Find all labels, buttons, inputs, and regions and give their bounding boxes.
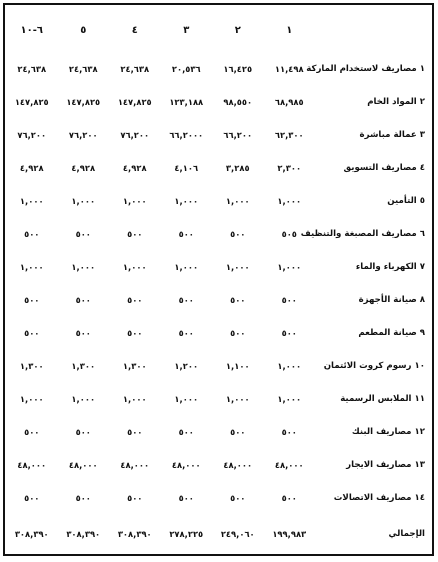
table-cell: ٤٨,٠٠٠	[120, 459, 150, 470]
row-label: ١٤ مصاريف الاتصالات	[333, 492, 425, 503]
header-cell-year: ٣	[183, 24, 190, 36]
table-cell: ٤٨,٠٠٠	[171, 459, 201, 470]
table-cell: ٥٠٠	[75, 294, 91, 305]
table-cell: ٧٦,٢٠٠	[68, 129, 98, 140]
table-row	[6, 448, 427, 481]
table-cell: ١,٠٠٠	[277, 261, 302, 272]
table-cell: ٥٠٠	[230, 294, 246, 305]
table-row	[6, 118, 427, 151]
table-cell: ١٤٧,٨٢٥	[66, 96, 101, 107]
table-cell: ١,٠٠٠	[122, 261, 147, 272]
row-label: ٧ الكهرباء والماء	[355, 261, 425, 272]
table-row	[6, 349, 427, 382]
table-row	[6, 217, 427, 250]
total-cell: ١٩٩,٩٨٣	[272, 529, 307, 539]
table-cell: ١,١٠٠	[225, 360, 250, 371]
table-cell: ٥٠٠	[75, 327, 91, 338]
table-cell: ١,٠٠٠	[122, 393, 147, 404]
table-cell: ٤,٩٢٨	[71, 162, 96, 173]
row-label: ١٢ مصاريف البنك	[351, 426, 425, 437]
table-cell: ١,٠٠٠	[225, 393, 250, 404]
table-cell: ١,٠٠٠	[19, 195, 44, 206]
table-cell: ٧٦,٢٠٠	[120, 129, 150, 140]
total-cell: ٣٠٨,٣٩٠	[117, 529, 152, 539]
table-cell: ٥٠٠	[178, 294, 194, 305]
header-cell-year: ٤	[131, 24, 138, 36]
table-row	[6, 283, 427, 316]
table-cell: ١,٠٠٠	[71, 195, 96, 206]
row-label: ٣ عمالة مباشرة	[359, 129, 425, 140]
table-cell: ٣,٢٨٥	[225, 162, 250, 173]
table-cell: ١٢٣,١٨٨	[169, 96, 204, 107]
row-label: ٦ مصاريف المصبغة والتنظيف	[300, 228, 425, 239]
total-label: الإجمالي	[388, 529, 425, 539]
table-cell: ٩٨,٥٥٠	[223, 96, 253, 107]
table-row	[6, 184, 427, 217]
table-cell: ١١,٤٩٨	[274, 63, 304, 74]
table-cell: ٤٨,٠٠٠	[17, 459, 47, 470]
table-cell: ٥٠٠	[127, 294, 143, 305]
table-cell: ١,٣٠٠	[19, 360, 44, 371]
row-label: ٩ صيانة المطعم	[358, 327, 425, 338]
table-cell: ٢,٣٠٠	[277, 162, 302, 173]
table-row	[6, 382, 427, 415]
table-cell: ٤٨,٠٠٠	[223, 459, 253, 470]
table-cell: ١,٠٠٠	[174, 261, 199, 272]
table-cell: ٢٤,٦٣٨	[68, 63, 98, 74]
row-label: ٨ صيانة الأجهزة	[358, 294, 425, 305]
table-cell: ١,٠٠٠	[174, 393, 199, 404]
table-row	[6, 85, 427, 118]
table-header-row	[6, 8, 427, 52]
table-cell: ١٦,٤٢٥	[223, 63, 253, 74]
table-cell: ٥٠٠	[24, 492, 40, 503]
table-cell: ٥٠٠	[75, 492, 91, 503]
table-row	[6, 250, 427, 283]
table-cell: ٤,٩٢٨	[122, 162, 147, 173]
table-row	[6, 415, 427, 448]
total-cell: ٣٠٨,٣٩٠	[66, 529, 101, 539]
table-cell: ٥٠٠	[127, 426, 143, 437]
table-cell: ١,٣٠٠	[122, 360, 147, 371]
table-cell: ٥٠٥	[281, 228, 297, 239]
table-cell: ٢٠,٥٣٦	[171, 63, 201, 74]
table-cell: ١,٠٠٠	[225, 261, 250, 272]
table-cell: ٥٠٠	[230, 228, 246, 239]
table-cell: ١,٠٠٠	[122, 195, 147, 206]
table-row	[6, 52, 427, 85]
table-cell: ١,٠٠٠	[19, 393, 44, 404]
table-cell: ١,٠٠٠	[277, 393, 302, 404]
table-cell: ٥٠٠	[178, 492, 194, 503]
table-cell: ١٤٧,٨٢٥	[117, 96, 152, 107]
total-cell: ٢٤٩,٠٦٠	[220, 529, 255, 539]
row-label: ١٠ رسوم كروت الائتمان	[323, 360, 425, 371]
table-cell: ٤٨,٠٠٠	[274, 459, 304, 470]
table-cell: ٥٠٠	[178, 426, 194, 437]
table-cell: ٥٠٠	[281, 294, 297, 305]
table-cell: ٤,١٠٦	[174, 162, 199, 173]
total-cell: ٢٧٨,٢٢٥	[169, 529, 204, 539]
table-cell: ٢٤,٦٣٨	[120, 63, 150, 74]
row-label: ١ مصاريف لاستخدام الماركة	[306, 63, 425, 74]
table-cell: ٥٠٠	[24, 294, 40, 305]
header-cell-year: ٦-١٠	[20, 24, 43, 36]
table-cell: ٥٠٠	[75, 426, 91, 437]
table-cell: ١,٠٠٠	[71, 393, 96, 404]
table-cell: ٥٠٠	[127, 492, 143, 503]
table-cell: ٦٦,٢٠٠٠	[169, 129, 204, 140]
table-cell: ٥٠٠	[281, 492, 297, 503]
table-row	[6, 151, 427, 184]
table-cell: ٥٠٠	[127, 327, 143, 338]
table-cell: ٥٠٠	[230, 327, 246, 338]
table-cell: ٥٠٠	[24, 426, 40, 437]
table-row	[6, 316, 427, 349]
row-label: ٤ مصاريف التسويق	[343, 162, 425, 173]
row-label: ١٣ مصاريف الايجار	[346, 459, 425, 470]
table-cell: ١,٠٠٠	[71, 261, 96, 272]
table-cell: ٦٦,٢٠٠	[223, 129, 253, 140]
row-label: ٢ المواد الخام	[367, 96, 425, 107]
header-cell-label	[315, 8, 427, 52]
total-cell: ٣٠٨,٣٩٠	[14, 529, 49, 539]
table-cell: ٥٠٠	[127, 228, 143, 239]
header-cell-year: ٢	[234, 24, 241, 36]
table-cell: ١,٠٠٠	[174, 195, 199, 206]
row-label: ٥ التأمين	[387, 195, 425, 206]
table-cell: ١,٠٠٠	[277, 195, 302, 206]
table-cell: ٥٠٠	[178, 228, 194, 239]
table-cell: ٦٨,٩٨٥	[274, 96, 304, 107]
table-cell: ٥٠٠	[230, 492, 246, 503]
table-cell: ٦٢,٣٠٠	[274, 129, 304, 140]
header-cell-year: ١	[286, 24, 293, 36]
table-cell: ٥٠٠	[281, 327, 297, 338]
cost-table	[6, 8, 427, 554]
table-cell: ٢٤,٦٣٨	[17, 63, 47, 74]
table-row	[6, 481, 427, 514]
table-cell: ١,٠٠٠	[19, 261, 44, 272]
table-cell: ١,٣٠٠	[71, 360, 96, 371]
table-cell: ٥٠٠	[24, 327, 40, 338]
table-cell: ٥٠٠	[24, 228, 40, 239]
table-cell: ٤٨,٠٠٠	[68, 459, 98, 470]
table-cell: ٥٠٠	[230, 426, 246, 437]
table-cell: ٥٠٠	[281, 426, 297, 437]
table-cell: ١,٠٠٠	[277, 360, 302, 371]
table-cell: ١,٠٠٠	[225, 195, 250, 206]
table-cell: ١٤٧,٨٢٥	[14, 96, 49, 107]
total-row	[6, 514, 427, 554]
table-cell: ٧٦,٢٠٠	[17, 129, 47, 140]
table-cell: ٥٠٠	[178, 327, 194, 338]
table-cell: ٥٠٠	[75, 228, 91, 239]
row-label: ١١ الملابس الرسمية	[340, 393, 425, 404]
header-cell-year: ٥	[80, 24, 87, 36]
table-cell: ١,٢٠٠	[174, 360, 199, 371]
table-cell: ٤,٩٢٨	[19, 162, 44, 173]
